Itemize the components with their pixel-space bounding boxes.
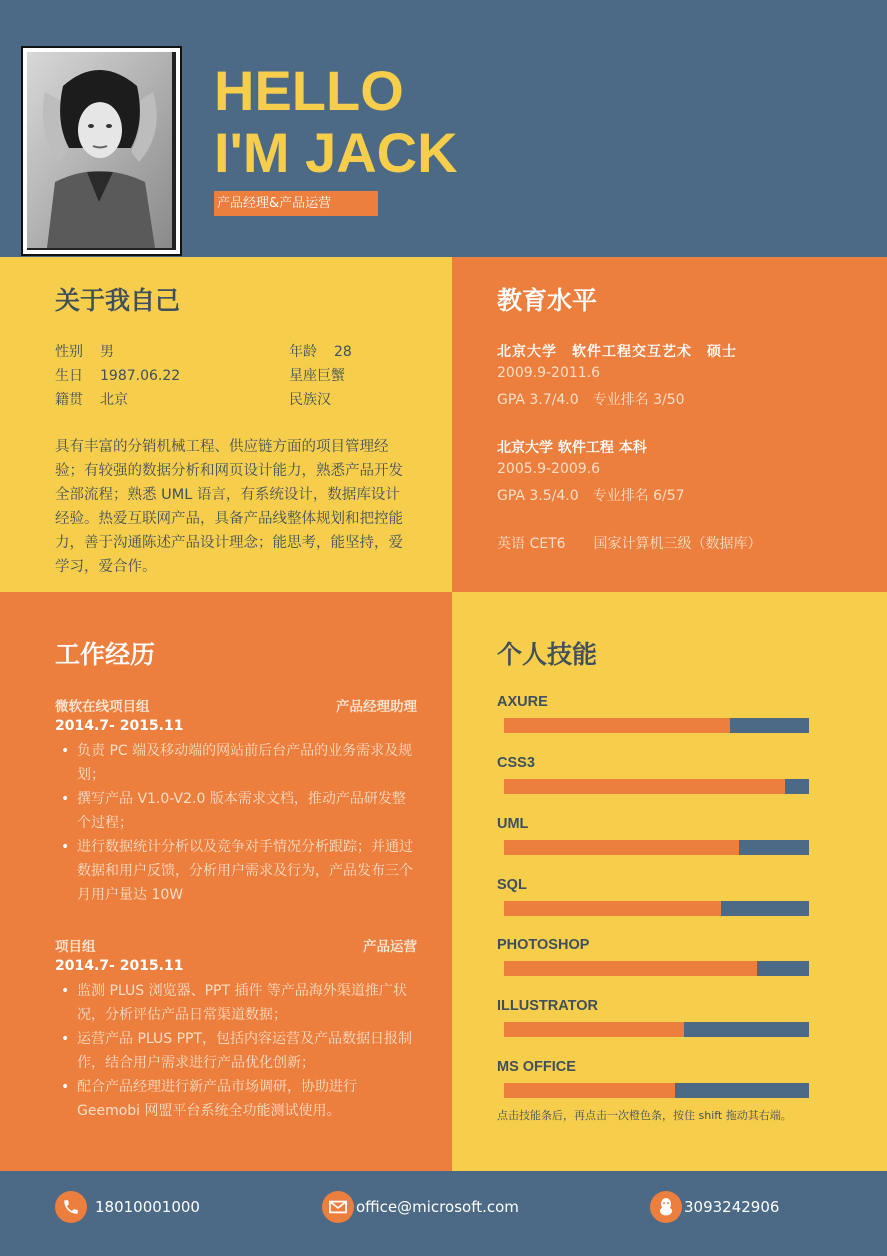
work-title: 工作经历 bbox=[55, 640, 156, 669]
person-photo-illustration bbox=[27, 52, 172, 248]
skill-bar[interactable] bbox=[504, 779, 809, 794]
skill-bar[interactable] bbox=[504, 961, 809, 976]
skill-bar-fill[interactable] bbox=[504, 779, 785, 794]
list-item: • 配合产品经理进行新产品市场调研，协助进行 Geemobi 网盟平台系统全功能测试使用。 bbox=[55, 1075, 417, 1123]
job-company: 项目组 bbox=[55, 939, 96, 955]
edu-school-2: 北京大学 软件工程 本科 bbox=[497, 440, 647, 456]
skill-bar-fill[interactable] bbox=[504, 1022, 684, 1037]
skill-name: SQL bbox=[497, 877, 527, 893]
skill-bar[interactable] bbox=[504, 1022, 809, 1037]
skill-name: CSS3 bbox=[497, 755, 535, 771]
job-bullets-1 bbox=[55, 739, 417, 907]
skills-title: 个人技能 bbox=[497, 640, 598, 669]
info-value: 28 bbox=[334, 344, 352, 360]
skill-name: MS OFFICE bbox=[497, 1059, 576, 1075]
edu-gpa-2: GPA 3.5/4.0 专业排名 6/57 bbox=[497, 488, 685, 504]
list-item: • 进行数据统计分析以及竞争对手情况分析跟踪；并通过数据和用户反馈，分析用户需求及行为，产品发布三个月用户量达 10W bbox=[55, 835, 417, 907]
profile-photo-frame bbox=[21, 46, 182, 256]
skill-bar-fill[interactable] bbox=[504, 901, 721, 916]
skill-bar-fill[interactable] bbox=[504, 961, 757, 976]
contact-email-text: office@microsoft.com bbox=[356, 1198, 519, 1216]
job-position: 产品运营 bbox=[363, 939, 417, 955]
list-item: • 运营产品 PLUS PPT，包括内容运营及产品数据日报制作，结合用户需求进行产品优化创新； bbox=[55, 1027, 417, 1075]
info-value: 1987.06.22 bbox=[100, 368, 181, 384]
info-gender bbox=[55, 341, 114, 361]
info-value: 男 bbox=[100, 344, 114, 360]
about-title: 关于我自己 bbox=[55, 286, 181, 315]
skill-bar[interactable] bbox=[504, 901, 809, 916]
job-position: 产品经理助理 bbox=[336, 699, 417, 715]
contact-qq[interactable] bbox=[650, 1191, 779, 1223]
job-bullets-2 bbox=[55, 979, 417, 1123]
header bbox=[0, 0, 887, 257]
info-label: 民族汉 bbox=[289, 392, 331, 408]
profile-photo bbox=[27, 52, 176, 250]
info-label: 性别 bbox=[55, 344, 83, 360]
skill-bar-fill[interactable] bbox=[504, 840, 739, 855]
contact-phone-text: 18010001000 bbox=[95, 1198, 200, 1216]
info-value: 北京 bbox=[100, 392, 128, 408]
role-tag: 产品经理&产品运营 bbox=[214, 191, 378, 216]
skill-bar[interactable] bbox=[504, 840, 809, 855]
qq-icon bbox=[650, 1191, 682, 1223]
job-date-1: 2014.7- 2015.11 bbox=[55, 718, 184, 734]
mail-icon bbox=[322, 1191, 354, 1223]
edu-gpa-1: GPA 3.7/4.0 专业排名 3/50 bbox=[497, 392, 685, 408]
list-item: • 负责 PC 端及移动端的网站前后台产品的业务需求及规划； bbox=[55, 739, 417, 787]
skill-bar-fill[interactable] bbox=[504, 1083, 675, 1098]
skill-name: UML bbox=[497, 816, 529, 832]
contact-email[interactable] bbox=[322, 1191, 519, 1223]
skill-bar[interactable] bbox=[504, 718, 809, 733]
hello-line-1: HELLO bbox=[214, 59, 404, 122]
contact-phone[interactable] bbox=[55, 1191, 200, 1223]
hello-heading bbox=[214, 60, 458, 184]
job-company: 微软在线项目组 bbox=[55, 699, 150, 715]
skill-note: 点击技能条后，再点击一次橙色条，按住 shift 拖动其右端。 bbox=[497, 1109, 792, 1122]
skill-name: PHOTOSHOP bbox=[497, 937, 590, 953]
info-label: 年龄 bbox=[289, 344, 317, 360]
info-label: 生日 bbox=[55, 368, 83, 384]
about-text: 具有丰富的分销机械工程、供应链方面的项目管理经验；有较强的数据分析和网页设计能力，熟悉产品开发全部流程；熟悉 UML 语言，有系统设计，数据库设计经验。热爱互联网产品，具备产品线整体规划和把控能力，善于沟通陈述产品设计理念；能思考，能坚持，爱学习，爱合作。 bbox=[55, 439, 403, 575]
skill-name: ILLUSTRATOR bbox=[497, 998, 598, 1014]
info-age bbox=[289, 341, 352, 361]
list-item: • 撰写产品 V1.0-V2.0 版本需求文档，推动产品研发整个过程； bbox=[55, 787, 417, 835]
edu-period-1: 2009.9-2011.6 bbox=[497, 365, 601, 381]
edu-school-1: 北京大学 软件工程交互艺术 硕士 bbox=[497, 344, 737, 360]
list-item: • 监测 PLUS 浏览器、PPT 插件 等产品海外渠道推广状况，分析评估产品日常渠道数据； bbox=[55, 979, 417, 1027]
footer bbox=[0, 1171, 887, 1256]
phone-icon bbox=[55, 1191, 87, 1223]
info-hometown bbox=[55, 389, 128, 409]
info-birthday bbox=[55, 365, 180, 385]
skill-name: AXURE bbox=[497, 694, 548, 710]
skill-bar[interactable] bbox=[504, 1083, 809, 1098]
hello-line-2: I'M JACK bbox=[214, 121, 458, 184]
job-date-2: 2014.7- 2015.11 bbox=[55, 958, 184, 974]
info-zodiac bbox=[289, 365, 345, 385]
skill-bar-fill[interactable] bbox=[504, 718, 730, 733]
edu-certs: 英语 CET6 国家计算机三级（数据库） bbox=[497, 536, 762, 552]
education-title: 教育水平 bbox=[497, 286, 598, 315]
edu-period-2: 2005.9-2009.6 bbox=[497, 461, 601, 477]
contact-qq-text: 3093242906 bbox=[684, 1198, 780, 1216]
info-label: 星座巨蟹 bbox=[289, 368, 345, 384]
info-label: 籍贯 bbox=[55, 392, 83, 408]
info-ethnicity bbox=[289, 389, 331, 409]
